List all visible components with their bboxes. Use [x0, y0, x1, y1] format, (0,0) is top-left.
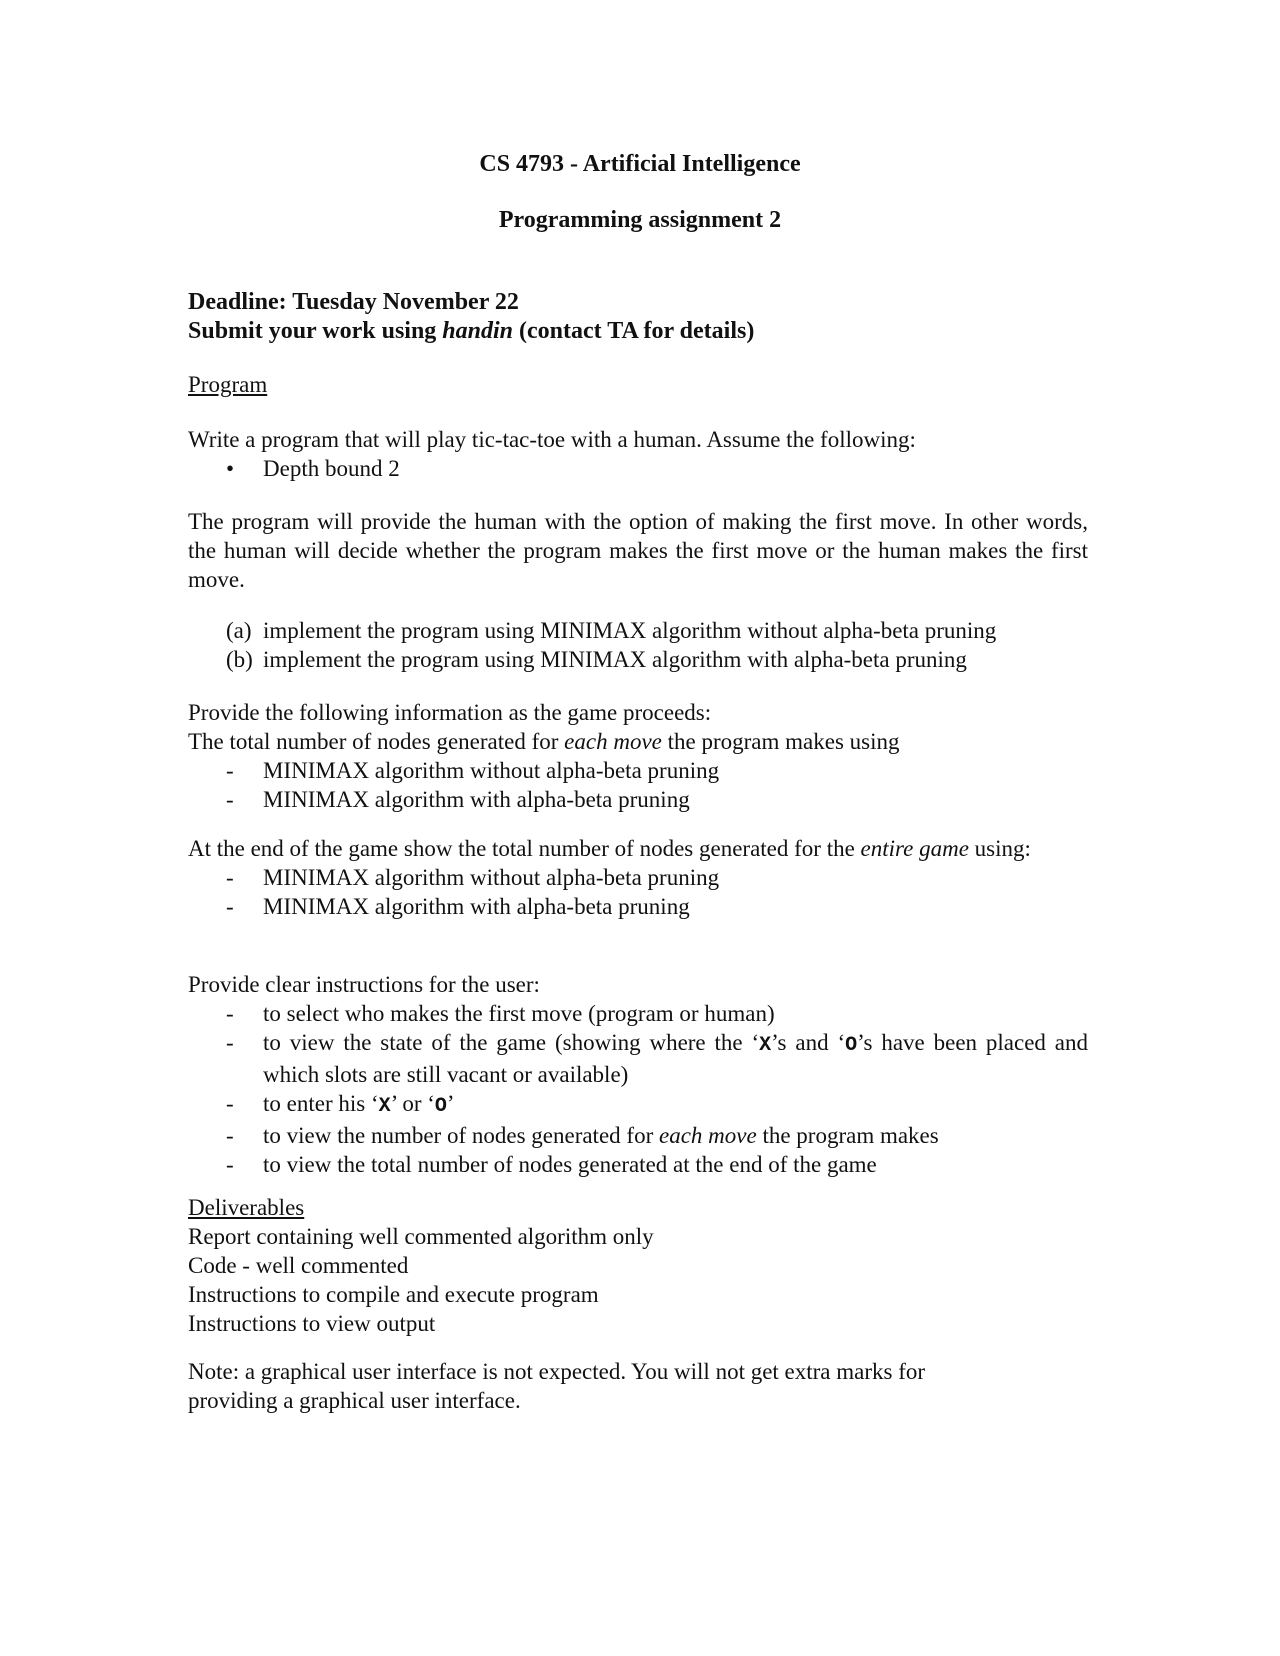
provide-line-1: Provide the following information as the game proceeds:: [188, 700, 712, 725]
options-list: [188, 616, 1088, 674]
submit-line: Submit your work using handin (contact TA for details): [188, 318, 755, 344]
intro-text: Write a program that will play tic-tac-toe with a human. Assume the following:: [188, 427, 916, 452]
end-game-text: At the end of the game show the total number of nodes generated for the entire game using:: [188, 836, 1031, 861]
assignment-title: Programming assignment 2: [498, 207, 782, 233]
per-move-section: [188, 698, 1088, 814]
list-item: - MINIMAX algorithm without alpha-beta pruning: [226, 758, 720, 783]
dash-icon: -: [226, 865, 234, 890]
instructions-section: [188, 970, 1088, 1179]
course-title: CS 4793 - Artificial Intelligence: [479, 151, 801, 177]
dash-icon: -: [226, 1001, 234, 1026]
option-item-b: (b) implement the program using MINIMAX algorithm with alpha-beta pruning: [226, 647, 967, 672]
option-item-a: (a) implement the program using MINIMAX algorithm without alpha-beta pruning: [226, 618, 997, 643]
provide-line-2: The total number of nodes generated for each move the program makes using: [188, 729, 900, 754]
bullet-icon: •: [226, 456, 235, 481]
dash-icon: -: [226, 1152, 234, 1177]
program-intro: [188, 425, 1088, 483]
list-item: - to view the state of the game (showing where the ‘X’s and ‘O’s have been placed and which slots are still vacant or available): [226, 1030, 1088, 1087]
deliverable-item: Report containing well commented algorithm only: [188, 1224, 654, 1249]
deliverable-item: Instructions to compile and execute program: [188, 1282, 599, 1307]
list-item: - MINIMAX algorithm with alpha-beta pruning: [226, 787, 690, 812]
note-line-2: providing a graphical user interface.: [188, 1388, 521, 1413]
dash-icon: -: [226, 758, 234, 783]
program-heading: Program: [188, 372, 268, 397]
deliverables-heading: Deliverables: [188, 1195, 305, 1220]
list-item: - MINIMAX algorithm without alpha-beta pruning: [226, 865, 720, 890]
list-item: - MINIMAX algorithm with alpha-beta pruning: [226, 894, 690, 919]
dash-icon: -: [226, 787, 234, 812]
dash-icon: -: [226, 894, 234, 919]
instructions-heading: Provide clear instructions for the user:: [188, 972, 540, 997]
dash-icon: -: [226, 1123, 234, 1148]
list-item: - to view the number of nodes generated for each move the program makes: [226, 1123, 939, 1148]
handin-term: handin: [442, 318, 514, 344]
dash-icon: -: [226, 1091, 234, 1116]
bullet-item: • Depth bound 2: [226, 456, 400, 481]
first-move-paragraph: The program will provide the human with the option of making the first move. In other words, the human will decide whether the program makes the first move or the human makes the first move.: [188, 509, 1088, 592]
end-game-section: [188, 834, 1088, 921]
list-item: - to enter his ‘X’ or ‘O’: [226, 1091, 455, 1118]
note-line-1: Note: a graphical user interface is not expected. You will not get extra marks for: [188, 1359, 926, 1384]
deadline-block: [188, 288, 1088, 346]
note-section: [188, 1357, 1088, 1415]
dash-icon: -: [226, 1030, 234, 1055]
deliverables-section: [188, 1193, 1088, 1338]
list-item: - to view the total number of nodes generated at the end of the game: [226, 1152, 877, 1177]
list-item: - to select who makes the first move (program or human): [226, 1001, 775, 1026]
deliverable-item: Code - well commented: [188, 1253, 409, 1278]
deadline-line: Deadline: Tuesday November 22: [188, 289, 519, 315]
deliverable-item: Instructions to view output: [188, 1311, 436, 1336]
